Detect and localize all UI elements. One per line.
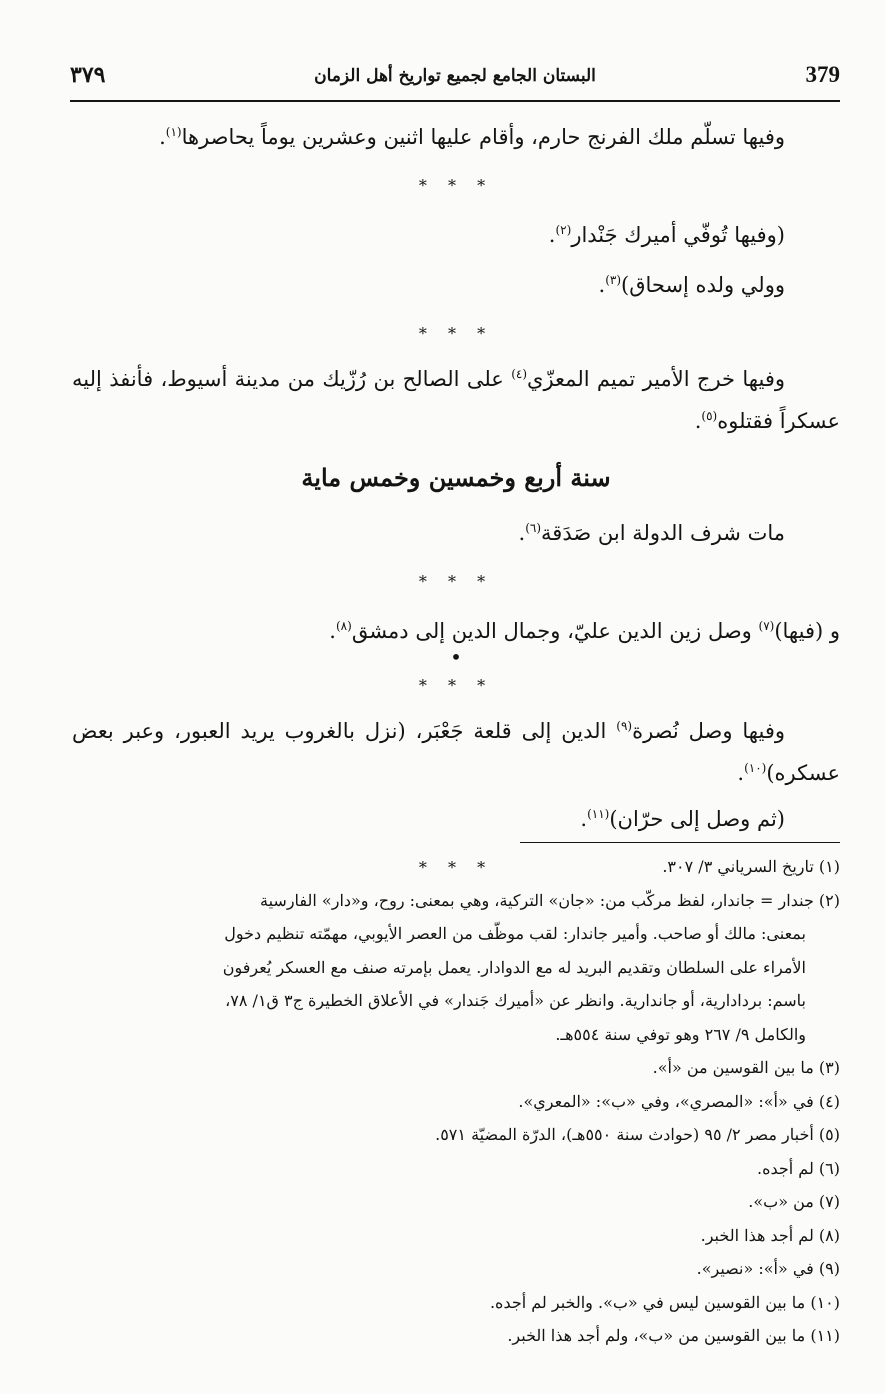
footnote-ref: (٣) xyxy=(605,273,622,287)
footnote-ref: (٩) xyxy=(616,719,633,733)
footnote-number: (٨) xyxy=(813,1225,840,1245)
footnote-text: تاريخ السرياني ٣/ ٣٠٧. xyxy=(662,857,814,876)
footnote xyxy=(72,1152,840,1186)
footnote-text-continued: الأمراء على السلطان وتقديم البريد له مع الدوادار. يعمل بإمرته صنف مع العسكر يُعرفون xyxy=(222,957,806,977)
footnote-text: ما بين القوسين ليس في «ب». والخبر لم أجده. xyxy=(489,1292,806,1312)
footnote-text: لم أجد هذا الخبر. xyxy=(700,1225,814,1245)
running-title: البستان الجامع لجميع تواريخ أهل الزمان xyxy=(314,66,596,86)
paragraph: وفيها تسلّم ملك الفرنج حارم، وأقام عليها اثنين وعشرين يوماً يحاصرها$^{(١)}$. xyxy=(159,125,785,149)
footnote-text-continued: باسم: بردادارية، أو جاندارية. وانظر عن «أميرك جَندار» في الأعلاق الخطيرة ج٣ ق١/ ٧٨، xyxy=(225,991,806,1010)
footnote-text: من «ب». xyxy=(748,1192,814,1211)
footnote xyxy=(72,850,840,884)
footnote-number: (١١) xyxy=(805,1326,840,1345)
footnote-text: ما بين القوسين من «ب»، ولم أجد هذا الخبر. xyxy=(507,1326,806,1345)
section-separator: * * * xyxy=(418,572,494,591)
footnote-ref: (١١) xyxy=(587,807,610,821)
footnote xyxy=(72,1085,840,1119)
footnote-text: في «أ»: «نصير». xyxy=(696,1259,814,1278)
footnote-rule xyxy=(520,842,840,843)
page-header xyxy=(70,60,840,98)
footnote-ref: (٤) xyxy=(511,367,528,381)
footnote-text: في «أ»: «المصري»، وفي «ب»: «المعري». xyxy=(518,1091,814,1111)
header-rule xyxy=(70,100,840,102)
section-separator: * * * xyxy=(418,858,494,877)
footnote-text: أخبار مصر ٢/ ٩٥ (حوادث سنة ٥٥٠هـ)، الدرّة المضيّة ٥٧١. xyxy=(435,1125,814,1144)
paragraph: وولي ولده إسحاق)$^{(٣)}$. xyxy=(598,273,785,297)
section-separator: * * * xyxy=(418,676,494,695)
footnote xyxy=(72,1185,840,1219)
footnote-text-continued: بمعنى: مالك أو صاحب. وأمير جاندار: لقب موظّف من العصر الأيوبي، مهمّته تنظيم دخول xyxy=(224,924,806,943)
separator-dot: • xyxy=(450,645,462,669)
paragraph: وفيها وصل نُصرة$^{(٩)}$ الدين إلى قلعة جَعْبَر، (نزل بالغروب يريد العبور، وعبر بعض عسكره)$^{(١٠)}$. xyxy=(72,719,840,785)
footnote-ref: (٥) xyxy=(701,409,718,423)
paragraph: و (فيها)$^{(٧)}$ وصل زين الدين عليّ، وجمال الدين إلى دمشق$^{(٨)}$. xyxy=(329,619,840,643)
page-number-latin: 379 xyxy=(805,62,840,87)
footnote xyxy=(72,1319,840,1353)
footnote xyxy=(72,1219,840,1253)
footnote-number: (٩) xyxy=(813,1259,840,1278)
footnote xyxy=(72,1286,840,1320)
paragraph: مات شرف الدولة ابن صَدَقة$^{(٦)}$. xyxy=(518,521,785,545)
footnote-ref: (٦) xyxy=(525,521,542,535)
footnote-ref: (٢) xyxy=(555,223,572,237)
footnote-text: لم أجده. xyxy=(757,1158,814,1178)
footnote-number: (٦) xyxy=(813,1158,840,1178)
footnotes xyxy=(72,850,840,1353)
footnote-ref: (١) xyxy=(165,125,182,139)
footnote xyxy=(72,1118,840,1152)
paragraph: وفيها خرج الأمير تميم المعزّي$^{(٤)}$ على الصالح بن رُزّيك من مدينة أسيوط، فأنفذ إليه عسكراً فقتلوه$^{(٥)}$. xyxy=(72,367,840,433)
footnote-ref: (٧) xyxy=(758,619,775,633)
main-text xyxy=(72,112,840,892)
paragraph: (وفيها تُوفّي أميرك جَنْدار$^{(٢)}$. xyxy=(548,223,785,247)
section-separator: * * * xyxy=(418,324,494,343)
page-number-arabic: ٣٧٩ xyxy=(70,62,106,88)
footnote xyxy=(72,884,840,1052)
footnote-number: (٣) xyxy=(813,1058,840,1077)
footnote xyxy=(72,1252,840,1286)
footnote-number: (١٠) xyxy=(805,1292,840,1312)
section-title: سنة أربع وخمسين وخمس ماية xyxy=(301,463,611,492)
footnote-text-continued: والكامل ٩/ ٢٦٧ وهو توفي سنة ٥٥٤هـ. xyxy=(555,1024,806,1044)
section-separator: * * * xyxy=(418,176,494,195)
footnote-number: (٧) xyxy=(813,1192,840,1211)
footnote-number: (٤) xyxy=(813,1091,840,1111)
footnote-number: (١) xyxy=(813,857,840,876)
footnote-ref: (١٠) xyxy=(744,761,767,775)
footnote-number: (٥) xyxy=(813,1125,840,1144)
footnote-text: جندار = جاندار، لفظ مركّب من: «جان» التركية، وهي بمعنى: روح، و«دار» الفارسية xyxy=(260,890,814,910)
footnote xyxy=(72,1051,840,1085)
footnote-text: ما بين القوسين من «أ». xyxy=(652,1058,814,1077)
footnote-ref: (٨) xyxy=(335,619,352,633)
paragraph: (ثم وصل إلى حرّان)$^{(١١)}$. xyxy=(580,807,785,831)
footnote-number: (٢) xyxy=(813,890,840,910)
